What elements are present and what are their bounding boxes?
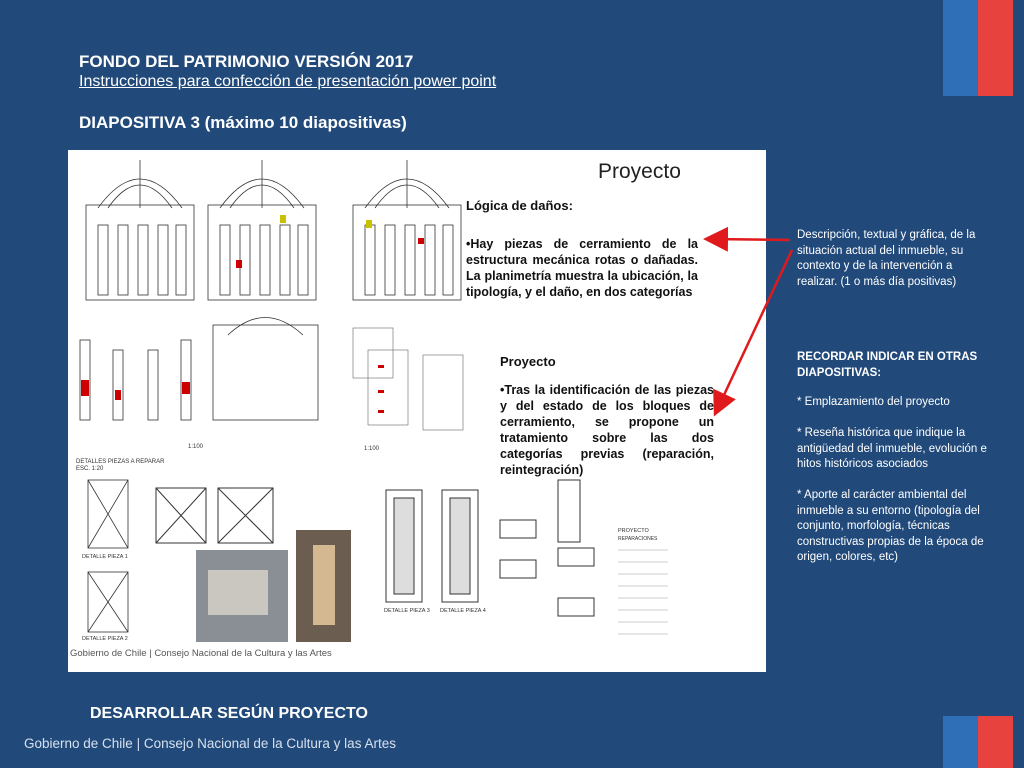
sidebar-item: * Emplazamiento del proyecto	[797, 396, 950, 408]
detail-frame-drawings	[156, 488, 273, 543]
elevation-drawing-3	[353, 160, 461, 300]
slide-preview	[68, 150, 766, 672]
details-scale: ESC. 1:20	[76, 466, 104, 472]
tall-piece-drawings	[386, 480, 594, 616]
side-elevations	[80, 318, 318, 421]
piece-4-label: DETALLE PIEZA 4	[440, 608, 486, 614]
sidebar-recall-title: RECORDAR INDICAR EN OTRAS DIAPOSITIVAS:	[797, 351, 978, 379]
page-footer: Gobierno de Chile | Consejo Nacional de la Cultura y las Artes	[24, 736, 396, 751]
scale-label-a: 1:100	[188, 444, 204, 450]
sidebar-items	[797, 395, 987, 581]
project-title: Proyecto	[500, 354, 556, 369]
flag-decoration-top	[943, 0, 1013, 96]
slide-flag-bottom	[710, 638, 756, 672]
detail-piece-2	[88, 572, 128, 632]
slide-heading: Proyecto	[598, 160, 681, 183]
piece-1-label: DETALLE PIEZA 1	[82, 554, 128, 560]
elevation-drawing-1	[86, 160, 194, 300]
slide-footer: Gobierno de Chile | Consejo Nacional de la Cultura y las Artes	[70, 648, 332, 659]
sidebar-description: Descripción, textual y gráfica, de la situación actual del inmueble, su contexto y de la intervención a realizar. (1 o más día positivas)	[797, 229, 976, 288]
detail-piece-1	[88, 480, 128, 548]
piece-3-label: DETALLE PIEZA 3	[384, 608, 430, 614]
elevation-drawing-2	[208, 160, 316, 300]
flag-decoration-bottom	[943, 716, 1013, 768]
damage-logic-text: •Hay piezas de cerramiento de la estructura mecánica rotas o dañadas. La planimetría muestra la ubicación, la tipología, y el daño, en dos categorías	[466, 237, 698, 299]
scale-label-b: 1:100	[364, 446, 380, 452]
project-box-label: PROYECTO	[618, 528, 649, 534]
bottom-title: DESARROLLAR SEGÚN PROYECTO	[90, 705, 368, 722]
sidebar-item: * Reseña histórica que indique la antigüedad del inmueble, evolución e hitos históricos asociados	[797, 427, 987, 470]
sidebar-item: * Aporte al carácter ambiental del inmueble a su entorno (tipología del conjunto, morfología, técnicas constructivas propias de la época de origen, colores, etc)	[797, 489, 984, 563]
page-title: FONDO DEL PATRIMONIO VERSIÓN 2017	[79, 52, 414, 71]
project-text: •Tras la identificación de las piezas y del estado de los bloques de cerramiento, se propone un tratamiento sobre las dos categorías previas (reparación, reintegración)	[500, 383, 714, 477]
slide-label: DIAPOSITIVA 3 (máximo 10 diapositivas)	[79, 113, 407, 132]
details-title: DETALLES PIEZAS A REPARAR	[76, 459, 165, 465]
piece-2-label: DETALLE PIEZA 2	[82, 636, 128, 642]
repairs-label: REPARACIONES	[618, 536, 658, 542]
legend-table	[353, 328, 463, 430]
damage-logic-title: Lógica de daños:	[466, 198, 573, 213]
slide-flag-top	[710, 150, 756, 214]
page-subtitle: Instrucciones para confección de presentación power point	[79, 73, 497, 90]
